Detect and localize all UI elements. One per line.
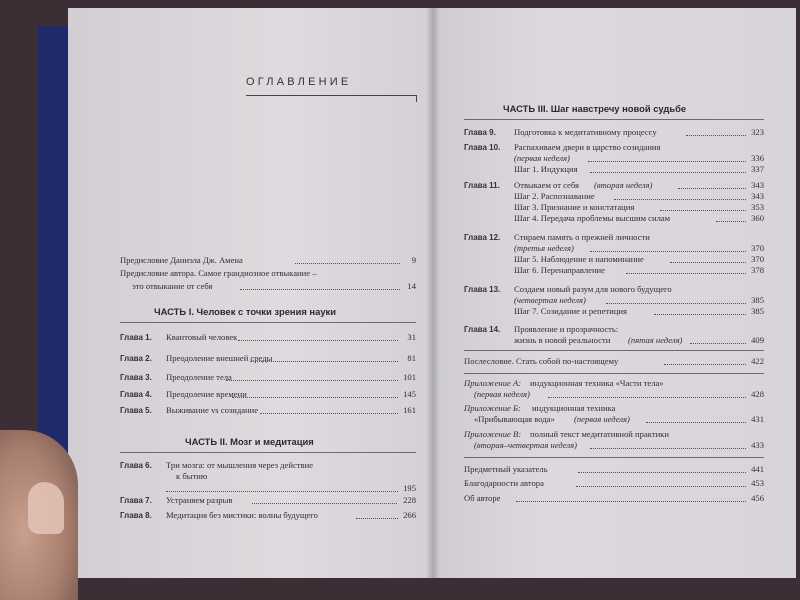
part2-title: ЧАСТЬ II. Мозг и медитация bbox=[185, 436, 314, 447]
heading-rule-tick bbox=[416, 95, 417, 102]
part1-rule bbox=[120, 322, 416, 323]
part3-title: ЧАСТЬ III. Шаг навстречу новой судьбе bbox=[503, 103, 687, 114]
divider-afterword bbox=[464, 350, 764, 351]
book-gutter bbox=[426, 8, 440, 578]
part2-rule bbox=[120, 452, 416, 453]
part1-title: ЧАСТЬ I. Человек с точки зрения науки bbox=[154, 306, 336, 317]
toc-heading: ОГЛАВЛЕНИЕ bbox=[246, 76, 352, 88]
part3-rule bbox=[464, 119, 764, 120]
left-page bbox=[68, 8, 432, 578]
heading-rule bbox=[246, 95, 416, 96]
divider-backmatter bbox=[464, 457, 764, 458]
fingernail bbox=[28, 482, 64, 534]
divider-appendices bbox=[464, 373, 764, 374]
